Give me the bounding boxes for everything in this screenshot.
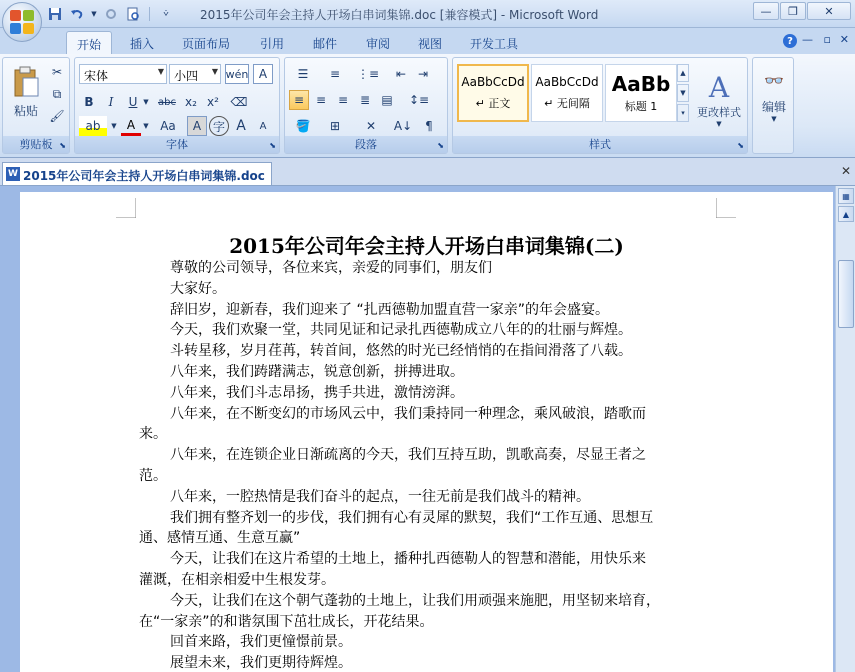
- doc-minimize-icon[interactable]: —: [802, 33, 813, 46]
- format-painter-icon[interactable]: 🖌: [49, 109, 65, 123]
- document-paragraph: 八年来，在连锁企业日渐疏离的今天，我们互持互助，凯歌高奏，尽显王者之: [170, 447, 646, 464]
- copy-icon[interactable]: ⧉: [52, 86, 62, 101]
- style-normal-name: ↵ 正文: [475, 97, 511, 110]
- crop-mark-top-right: [716, 198, 736, 218]
- document-tab-close-icon[interactable]: ✕: [840, 164, 851, 178]
- styles-group: [452, 57, 748, 154]
- line-spacing-icon[interactable]: ↕≡: [408, 93, 430, 107]
- document-tab-bar: [0, 158, 855, 186]
- font-name-combo[interactable]: 宋体 ▼: [79, 64, 167, 84]
- clear-formatting-icon[interactable]: ⌫: [230, 95, 248, 109]
- help-icon[interactable]: ?: [783, 34, 797, 48]
- document-paragraph: 我们拥有整齐划一的步伐，我们拥有心有灵犀的默契，我们“工作互通、思想互: [170, 509, 654, 526]
- phonetic-guide-icon[interactable]: wén: [225, 64, 249, 84]
- save-icon[interactable]: [46, 5, 64, 23]
- font-launcher-icon[interactable]: ⬊: [269, 141, 276, 150]
- numbering-icon[interactable]: ≡: [329, 67, 341, 81]
- change-case-button[interactable]: Aa: [160, 119, 176, 133]
- tab-review[interactable]: 审阅: [366, 37, 391, 51]
- dropdown-arrow-icon[interactable]: ▼: [91, 10, 97, 18]
- title-bar: [0, 0, 855, 28]
- bullets-icon[interactable]: ☰: [297, 67, 309, 81]
- crop-mark-top-left: [116, 198, 136, 218]
- superscript-button[interactable]: x²: [207, 95, 219, 109]
- bold-button[interactable]: B: [84, 95, 94, 109]
- document-paragraph: 通、感情互通、生意互赢”: [139, 530, 301, 547]
- ribbon-tabs: [0, 28, 855, 54]
- style-no-spacing-sample: AaBbCcDd: [535, 75, 599, 89]
- enclose-characters-icon[interactable]: 字: [209, 116, 229, 136]
- shading-icon[interactable]: 🪣: [295, 119, 311, 133]
- underline-button[interactable]: U: [128, 95, 138, 109]
- document-paragraph: 八年来，在不断变幻的市场风云中，我们秉持同一种理念，乘风破浪，踏歌而: [170, 405, 646, 422]
- style-heading-1-name: 标题 1: [624, 100, 658, 113]
- paragraph-launcher-icon[interactable]: ⬊: [437, 141, 444, 150]
- customize-toolbar-icon[interactable]: ⩒: [163, 9, 169, 19]
- document-paragraph: 今天，让我们在这个朝气蓬勃的土地上，让我们用顽强来施肥，用坚韧来培育，: [170, 592, 660, 609]
- highlight-icon[interactable]: ab: [79, 116, 107, 136]
- restore-icon[interactable]: ❐: [780, 2, 806, 20]
- document-paragraph: 今天，让我们在这片希望的土地上，播种扎西德勒人的智慧和潜能，用快乐来: [170, 551, 646, 568]
- document-paragraph: 斗转星移，岁月荏苒，转首间，悠然的时光已经悄悄的在指间滑落了八载。: [170, 343, 632, 360]
- ribbon: [0, 54, 855, 158]
- document-paragraph: 八年来，一腔热情是我们奋斗的起点，一往无前是我们战斗的精神。: [170, 488, 590, 505]
- align-right-icon[interactable]: ≡: [337, 93, 349, 107]
- ruler-toggle-icon[interactable]: ▦: [838, 188, 854, 204]
- paste-icon: [12, 66, 40, 98]
- distributed-icon[interactable]: ▤: [381, 93, 393, 107]
- scroll-up-icon[interactable]: ▲: [838, 206, 854, 222]
- change-styles-button[interactable]: [691, 62, 747, 136]
- quick-access-toolbar: [46, 5, 175, 23]
- font-size-combo[interactable]: 小四 ▼: [169, 64, 221, 84]
- font-size-value: 小四: [174, 69, 199, 83]
- underline-dropdown-icon[interactable]: ▼: [143, 98, 149, 106]
- justify-icon[interactable]: ≣: [359, 93, 371, 107]
- binoculars-icon: 👓: [764, 71, 784, 90]
- tab-references[interactable]: 引用: [260, 37, 285, 51]
- style-heading-1[interactable]: [605, 64, 677, 122]
- tab-insert[interactable]: 插入: [130, 37, 155, 51]
- document-paragraph: 来。: [139, 426, 167, 443]
- clipboard-group-label: 剪贴板: [3, 136, 69, 153]
- tab-page-layout[interactable]: 页面布局: [182, 37, 231, 51]
- increase-indent-icon[interactable]: ⇥: [417, 67, 429, 81]
- document-tab-label: 2015年公司年会主持人开场白串词集锦.doc: [23, 169, 265, 183]
- change-styles-label: 更改样式: [697, 105, 741, 119]
- tab-mailings[interactable]: 邮件: [313, 37, 338, 51]
- window-controls: [753, 2, 851, 20]
- redo-icon[interactable]: [102, 5, 120, 23]
- decrease-indent-icon[interactable]: ⇤: [395, 67, 407, 81]
- document-paragraph: 尊敬的公司领导，各位来宾，亲爱的同事们，朋友们: [170, 260, 492, 276]
- grow-font-button[interactable]: A: [236, 118, 246, 134]
- align-left-icon[interactable]: ≡: [289, 90, 309, 110]
- font-group-label: 字体: [75, 136, 279, 153]
- editing-dropdown-icon: ▼: [771, 115, 777, 123]
- vertical-scrollbar[interactable]: [835, 186, 855, 672]
- office-button[interactable]: [2, 2, 42, 42]
- office-logo-icon: [10, 10, 34, 34]
- document-paragraph: 回首来路，我们更憧憬前景。: [170, 634, 352, 651]
- undo-icon[interactable]: [68, 5, 86, 23]
- document-paragraph: 今天，我们欢聚一堂，共同见证和记录扎西德勒成立八年的的壮丽与辉煌。: [170, 322, 632, 339]
- editing-button[interactable]: [755, 62, 793, 132]
- close-icon[interactable]: ✕: [807, 2, 851, 20]
- show-formatting-icon[interactable]: ¶: [425, 119, 433, 133]
- sort-icon[interactable]: A↓: [393, 119, 413, 133]
- font-name-value: 宋体: [84, 69, 109, 83]
- document-paragraph: 在“一家亲”的和谐氛围下茁壮成长，开花结果。: [139, 613, 434, 630]
- editing-group: [752, 57, 794, 154]
- font-group: [74, 57, 280, 154]
- paragraph-group-label: 段落: [285, 136, 447, 153]
- minimize-icon[interactable]: —: [753, 2, 779, 20]
- style-normal-sample: AaBbCcDd: [461, 75, 525, 89]
- chinese-layout-icon[interactable]: ✕: [365, 119, 377, 133]
- font-color-icon[interactable]: A: [121, 116, 141, 136]
- styles-scroll-down-icon[interactable]: ▼: [677, 84, 689, 102]
- tab-developer[interactable]: 开发工具: [470, 37, 519, 51]
- document-paragraph: 范。: [139, 468, 167, 484]
- paste-button[interactable]: [7, 62, 45, 122]
- cut-icon[interactable]: ✂: [51, 65, 63, 79]
- highlight-dropdown-icon[interactable]: ▼: [111, 122, 117, 130]
- document-paragraph: 展望未来，我们更期待辉煌。: [170, 655, 352, 672]
- styles-group-label: 样式: [453, 136, 747, 153]
- document-paragraph: 八年来，我们踌躇满志，锐意创新，拼搏进取。: [170, 364, 464, 380]
- style-no-spacing-name: ↵ 无间隔: [544, 97, 590, 110]
- align-center-icon[interactable]: ≡: [315, 93, 327, 107]
- strikethrough-button[interactable]: abc: [158, 96, 176, 108]
- document-paragraph: 灌溉，在相亲相爱中生根发芽。: [139, 572, 335, 588]
- styles-more-icon[interactable]: ▾: [677, 104, 689, 122]
- document-page[interactable]: [20, 192, 833, 672]
- style-normal[interactable]: [457, 64, 529, 122]
- window-title: 2015年公司年会主持人开场白串词集锦.doc [兼容模式] - Microsoft Word: [200, 8, 599, 22]
- doc-restore-icon[interactable]: ▫: [823, 33, 831, 46]
- document-workspace: [0, 186, 835, 672]
- style-heading-1-sample: AaBb: [611, 72, 671, 96]
- character-shading-icon[interactable]: A: [187, 116, 207, 136]
- styles-launcher-icon[interactable]: ⬊: [737, 141, 744, 150]
- change-styles-icon: A: [708, 70, 730, 104]
- scroll-thumb[interactable]: [838, 260, 854, 328]
- print-preview-icon[interactable]: [124, 5, 142, 23]
- document-paragraph: 八年来，我们斗志昂扬，携手共进，激情滂湃。: [170, 384, 464, 401]
- document-paragraph: 大家好。: [170, 280, 226, 297]
- tab-view[interactable]: 视图: [418, 37, 443, 51]
- subscript-button[interactable]: x₂: [185, 95, 197, 109]
- character-border-icon[interactable]: A: [253, 64, 273, 84]
- word-doc-icon: W: [6, 167, 20, 181]
- styles-scroll-up-icon[interactable]: ▲: [677, 64, 689, 82]
- tab-home[interactable]: 开始: [66, 31, 112, 54]
- multilevel-list-icon[interactable]: ⋮≡: [356, 67, 380, 81]
- document-tab[interactable]: [2, 162, 272, 185]
- doc-close-icon[interactable]: ✕: [839, 33, 849, 46]
- style-no-spacing[interactable]: [531, 64, 603, 122]
- italic-button[interactable]: I: [108, 95, 114, 109]
- clipboard-launcher-icon[interactable]: ⬊: [59, 141, 66, 150]
- shrink-font-button[interactable]: A: [259, 120, 267, 132]
- clipboard-group: [2, 57, 70, 154]
- font-color-dropdown-icon[interactable]: ▼: [143, 122, 149, 130]
- paste-label: 粘贴: [13, 103, 38, 118]
- editing-label: 编辑: [761, 100, 786, 114]
- borders-icon[interactable]: ⊞: [329, 119, 341, 133]
- paragraph-group: [284, 57, 448, 154]
- document-paragraph: 辞旧岁，迎新春，我们迎来了 “扎西德勒加盟直营一家亲”的年会盛宴。: [170, 301, 609, 318]
- change-styles-dropdown-icon: ▼: [716, 119, 722, 128]
- document-title: 2015年公司年会主持人开场白串词集锦(二): [229, 234, 624, 258]
